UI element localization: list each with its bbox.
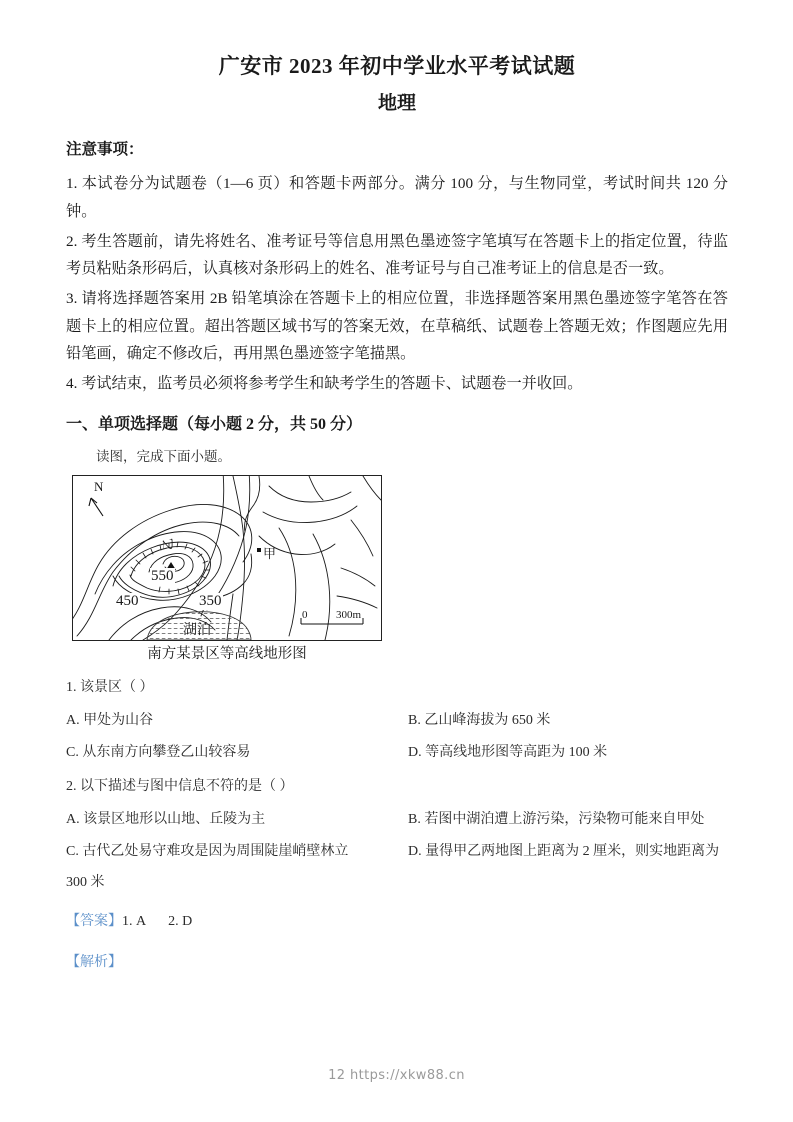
answer-item-2: 2. D xyxy=(168,914,193,930)
notice-item-2: 2. 考生答题前，请先将姓名、准考证号等信息用黑色墨迹签字笔填写在答题卡上的指定位置，待监考员粘贴条形码后，认真核对条形码上的姓名、准考证号与自己准考证上的信息是否一致。 xyxy=(66,232,728,278)
question-2-option-d-continuation: 300 米 xyxy=(66,875,105,891)
question-1-options-row-2 xyxy=(66,740,728,765)
compass-label: N xyxy=(94,479,104,495)
contour-map-figure xyxy=(66,475,728,666)
notice-item-1: 1. 本试卷分为试题卷（1—6 页）和答题卡两部分。满分 100 分，与生物同堂，考试时间共 120 分钟。 xyxy=(66,175,728,220)
question-1-option-a[interactable]: A. 甲处为山谷 xyxy=(66,712,154,728)
question-2-option-a[interactable]: A. 该景区地形以山地、丘陵为主 xyxy=(66,811,266,827)
question-2-option-b[interactable]: B. 若图中湖泊遭上游污染，污染物可能来自甲处 xyxy=(408,811,705,827)
lake-label: 湖泊 xyxy=(183,623,211,639)
subject-title: 地理 xyxy=(377,93,416,115)
question-1-options-row-1 xyxy=(66,708,728,733)
question-2-options-row-1 xyxy=(66,807,728,832)
page-title: 广安市 2023 年初中学业水平考试试题 xyxy=(218,54,576,78)
answer-line xyxy=(66,909,728,936)
question-2-option-c[interactable]: C. 古代乙处易守难攻是因为周围陡崖峭壁林立 xyxy=(66,844,349,860)
section-lead-in: 读图，完成下面小题。 xyxy=(96,449,231,465)
analysis-line: 【解析】 xyxy=(66,955,122,971)
question-2-stem: 2. 以下描述与图中信息不符的是（ ） xyxy=(66,779,294,795)
answer-tag: 【答案】 xyxy=(66,914,122,930)
notice-heading: 注意事项： xyxy=(66,140,144,158)
question-1-option-b[interactable]: B. 乙山峰海拔为 650 米 xyxy=(408,712,551,728)
map-frame xyxy=(72,475,382,641)
question-2-option-d[interactable]: D. 量得甲乙两地图上距离为 2 厘米，则实地距离为 xyxy=(408,844,720,860)
footer-watermark: 12 https://xkw88.cn xyxy=(328,1068,465,1083)
document-content xyxy=(66,52,728,991)
notice-item-4: 4. 考试结束，监考员必须将参考学生和缺考学生的答题卡、试题卷一并收回。 xyxy=(66,374,583,392)
contour-label-450: 450 xyxy=(116,593,139,610)
contour-label-550: 550 xyxy=(151,568,174,585)
point-marker xyxy=(257,548,261,552)
notice-item-3: 3. 请将选择题答案用 2B 铅笔填涂在答题卡上的相应位置，非选择题答案用黑色墨迹签字笔答在答题卡上的相应位置。超出答题区域书写的答案无效，在草稿纸、试题卷上答题无效；作图题应先用铅笔画，确定不修改后，再用黑色墨迹签字笔描黑。 xyxy=(66,289,728,363)
point-label-jia: 甲 xyxy=(263,546,277,562)
question-1-option-d[interactable]: D. 等高线地形图等高距为 100 米 xyxy=(408,744,608,760)
question-2-options-row-2 xyxy=(66,839,728,864)
compass-arrow xyxy=(89,498,103,516)
figure-caption: 南方某景区等高线地形图 xyxy=(147,646,307,663)
question-1-stem: 1. 该景区（ ） xyxy=(66,679,154,695)
question-1-option-c[interactable]: C. 从东南方向攀登乙山较容易 xyxy=(66,744,251,760)
section-heading: 一、单项选择题（每小题 2 分，共 50 分） xyxy=(66,416,363,434)
scale-label-max: 300m xyxy=(336,609,362,622)
answer-item-1: 1. A xyxy=(122,914,147,930)
contour-label-350: 350 xyxy=(199,593,222,610)
peak-label: 乙 xyxy=(161,538,175,551)
scale-label-zero: 0 xyxy=(302,609,308,622)
